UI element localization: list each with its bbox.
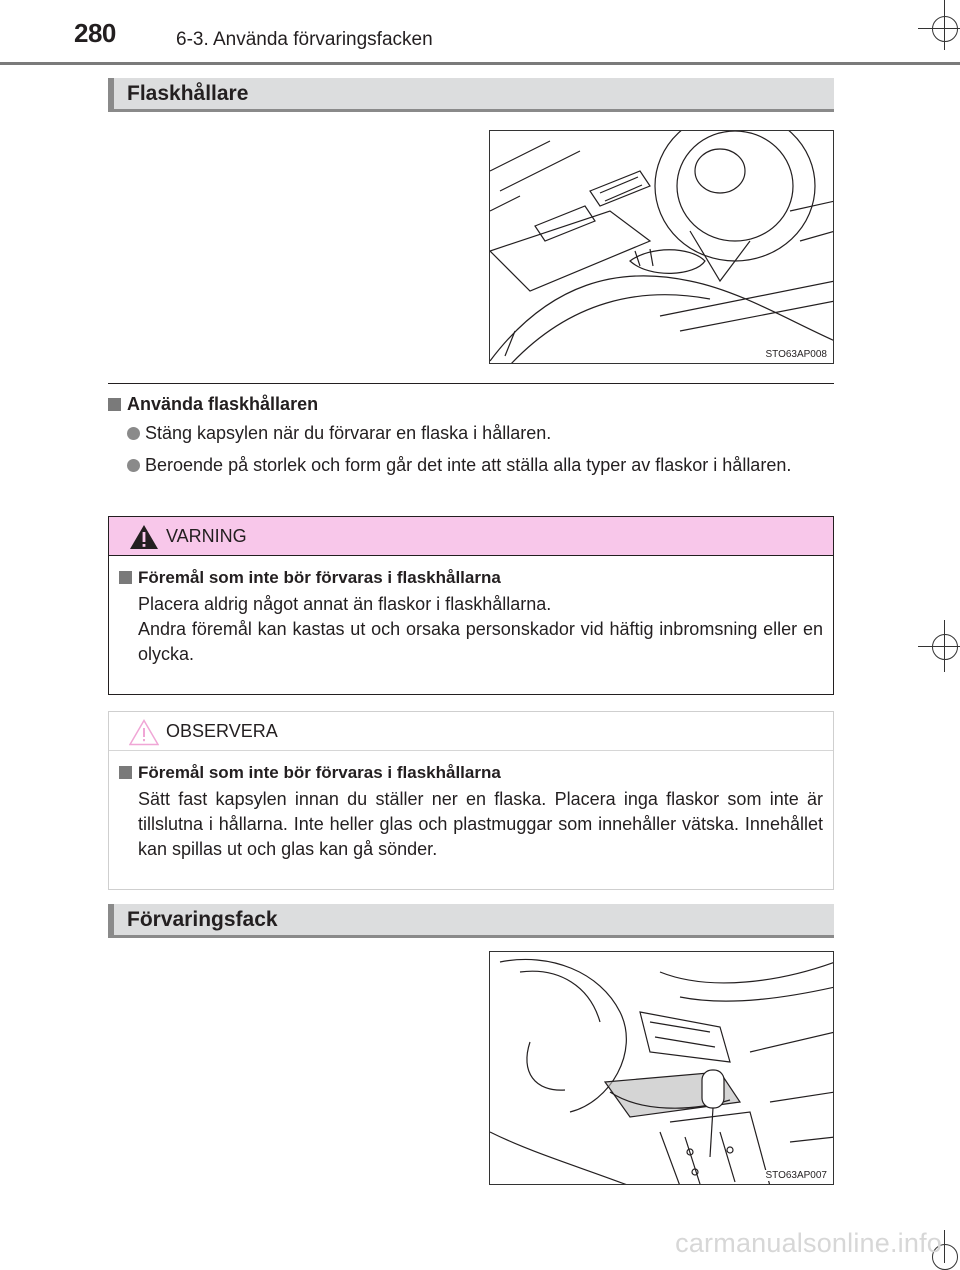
section-title: Flaskhållare [127,82,249,105]
chapter-title: 6-3. Använda förvaringsfacken [176,29,433,50]
list-item [127,421,834,446]
watermark: carmanualsonline.info [675,1228,942,1258]
figure-code: STO63AP008 [765,349,827,360]
divider [108,383,834,384]
square-bullet-icon [119,571,132,584]
circle-bullet-icon [127,427,140,440]
section-title: Förvaringsfack [127,908,278,931]
section-heading-forvaringsfack [108,904,834,938]
list-item-text: Stäng kapsylen när du förvarar en flaska i hållaren. [145,423,552,443]
notice-subheading-text: Föremål som inte bör förvaras i flaskhållarna [138,763,501,782]
warning-label: VARNING [166,526,247,546]
list-item [127,453,834,478]
warning-line: Andra föremål kan kastas ut och orsaka personskador vid häftig inbromsning eller en olycka. [138,619,823,664]
header-rule [0,62,960,65]
notice-subheading [119,763,823,783]
storage-tray-illustration [489,951,834,1185]
warning-box [108,516,834,695]
square-bullet-icon [108,398,121,411]
section-heading-flaskhallare [108,78,834,112]
warning-line: Placera aldrig något annat än flaskor i flaskhållarna. [138,594,552,614]
bottle-holder-illustration [489,130,834,364]
subheading-text: Använda flaskhållaren [127,394,319,414]
list-item-text: Beroende på storlek och form går det inte att ställa alla typer av flaskor i hållaren. [145,455,792,475]
warning-triangle-icon [129,524,159,550]
registration-mark [932,16,958,42]
registration-mark [932,634,958,660]
figure-code: STO63AP007 [765,1170,827,1181]
subheading-usage [108,394,318,415]
caution-triangle-icon [129,719,159,746]
warning-subheading [119,568,823,588]
warning-subheading-text: Föremål som inte bör förvaras i flaskhållarna [138,568,501,587]
notice-label: OBSERVERA [166,721,278,741]
circle-bullet-icon [127,459,140,472]
page-number: 280 [74,18,116,48]
notice-box [108,711,834,890]
notice-text: Sätt fast kapsylen innan du ställer ner en flaska. Placera inga flaskor som inte är tillslutna i hållarna. Inte heller glas och plastmuggar som innehåller vätska. Innehållet kan spillas ut och glas kan gå sönder. [138,789,823,859]
square-bullet-icon [119,766,132,779]
